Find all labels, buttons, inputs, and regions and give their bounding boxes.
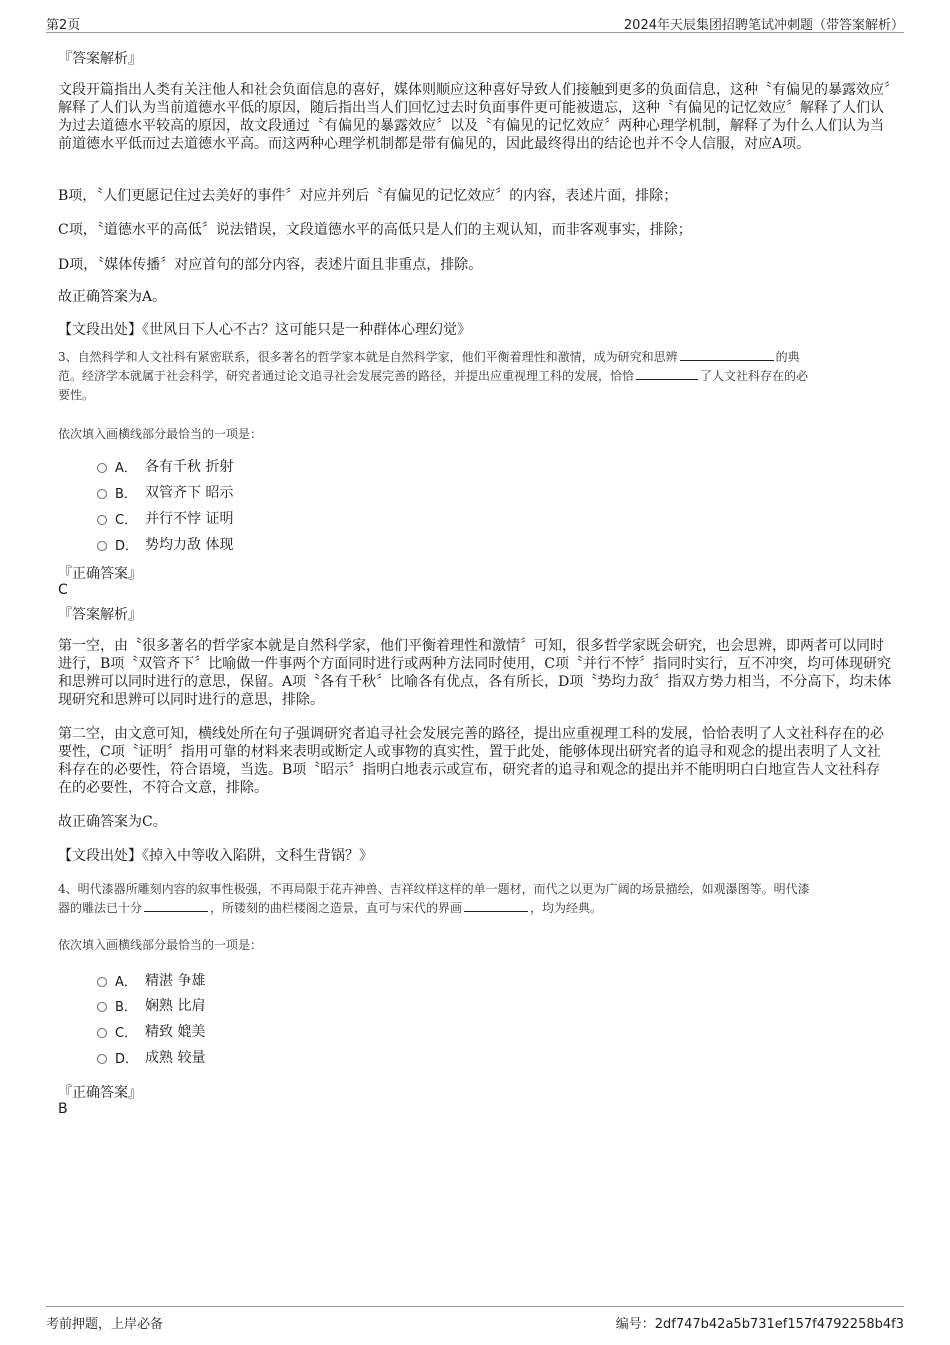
radio-icon[interactable] xyxy=(97,463,107,473)
q3-stem-line-1: 3、自然科学和人文社科有紧密联系，很多著名的哲学家本就是自然科学家，他们平衡着理性和激情，成为研究和思辨 的典 xyxy=(58,350,800,364)
q3-analysis-paragraph-2: 第二空，由文意可知，横线处所在句子强调研究者追寻社会发展完善的路径，提出应重视理工科的发展，恰恰表明了人文社科存在的必要性，C项〝证明〞指用可靠的材料来表明或断定人或事物的真实性，置于此处，能够体现出研究者的追寻和观念的提出表明了人文社科存在的必要性，符合语境，当选。B项〝昭示〞指明白地表示或宣布，研究者的追寻和观念的提出并不能明明白白地宣告人文社科存在的必要性，不符合文意，排除。 xyxy=(58,726,884,796)
q4-option-b[interactable]: B． 娴熟 比肩 xyxy=(97,995,205,1015)
q4-answer: B xyxy=(58,1101,68,1117)
q3-option-a[interactable]: A． 各有千秋 折射 xyxy=(97,456,233,476)
q2-analysis-paragraph-4: D项，〝媒体传播〞对应首句的部分内容，表述片面且非重点，排除。 xyxy=(58,257,483,273)
q4-blank-2 xyxy=(464,899,528,912)
q3-option-d[interactable]: D． 势均力敌 体现 xyxy=(97,534,233,554)
q3-option-b[interactable]: B． 双管齐下 昭示 xyxy=(97,482,233,502)
radio-icon[interactable] xyxy=(97,977,107,987)
q4-option-a[interactable]: A． 精湛 争雄 xyxy=(97,970,205,990)
q3-stem xyxy=(58,348,898,405)
document-title: 2024年天辰集团招聘笔试冲刺题（带答案解析） xyxy=(623,18,904,33)
radio-icon[interactable] xyxy=(97,1054,107,1064)
radio-icon[interactable] xyxy=(97,1002,107,1012)
q2-analysis-paragraph-1: 文段开篇指出人类有关注他人和社会负面信息的喜好，媒体则顺应这种喜好导致人们接触到更多的负面信息，这种〝有偏见的暴露效应〞解释了人们认为当前道德水平低的原因，随后指出当人们回忆过去时负面事件更可能被遗忘，这种〝有偏见的记忆效应〞解释了人们认为过去道德水平较高的原因，故文段通过〝有偏见的暴露效应〞以及〝有偏见的记忆效应〞两种心理学机制，解释了为什么人们认为当前道德水平低而过去道德水平高。而这两种心理学机制都是带有偏见的，因此最终得出的结论也并不令人信服，对应A项。 xyxy=(58,82,891,152)
q3-analysis-paragraph-1: 第一空，由〝很多著名的哲学家本就是自然科学家，他们平衡着理性和激情〞可知，很多哲学家既会研究，也会思辨，即两者可以同时进行，B项〝双管齐下〞比喻做一件事两个方面同时进行或两种方法同时使用，C项〝并行不悖〞指同时实行，互不冲突，均可体现研究和思辨可以同时进行的意思，保留。A项〝各有千秋〞比喻各有优点，各有所长，D项〝势均力敌〞指双方势力相当，不分高下，均未体现研究和思辨可以同时进行的意思，排除。 xyxy=(58,638,892,708)
q3-blank-1 xyxy=(680,348,774,361)
q3-option-c[interactable]: C． 并行不悖 证明 xyxy=(97,508,233,528)
q4-option-c[interactable]: C． 精致 媲美 xyxy=(97,1021,205,1041)
q3-conclusion: 故正确答案为C。 xyxy=(58,814,167,830)
radio-icon[interactable] xyxy=(97,541,107,551)
q3-stem-line-2: 范。经济学本就属于社会科学，研究者通过论文追寻社会发展完善的路径，并提出应重视理工科的发展，恰恰 了人文社科存在的必 xyxy=(58,369,809,383)
footer-code: 编号：2df747b42a5b731ef157f4792258b4f3 xyxy=(615,1317,904,1332)
q4-stem-line-2: 器的雕法已十分 ，所镂刻的曲栏楼阁之造景，直可与宋代的界画 ，均为经典。 xyxy=(58,901,603,915)
page-number: 第2页 xyxy=(46,18,81,33)
q4-answer-tag: 『正确答案』 xyxy=(58,1085,142,1101)
radio-icon[interactable] xyxy=(97,489,107,499)
radio-icon[interactable] xyxy=(97,1028,107,1038)
q4-option-d[interactable]: D． 成熟 较量 xyxy=(97,1047,205,1067)
q4-stem xyxy=(58,880,898,918)
q3-blank-2 xyxy=(636,367,698,380)
q2-analysis-paragraph-2: B项，〝人们更愿记住过去美好的事件〞对应并列后〝有偏见的记忆效应〞的内容，表述片面，排除； xyxy=(58,188,678,204)
q3-source: 【文段出处】《掉入中等收入陷阱，文科生背锅？》 xyxy=(58,848,373,864)
q2-analysis-tag: 『答案解析』 xyxy=(58,51,142,67)
q4-prompt: 依次填入画横线部分最恰当的一项是： xyxy=(58,938,263,952)
q2-conclusion: 故正确答案为A。 xyxy=(58,289,167,305)
q3-prompt: 依次填入画横线部分最恰当的一项是： xyxy=(58,427,263,441)
radio-icon[interactable] xyxy=(97,515,107,525)
q3-answer-tag: 『正确答案』 xyxy=(58,566,142,582)
q4-stem-line-1: 4、明代漆器所雕刻内容的叙事性极强，不再局限于花卉神兽、吉祥纹样这样的单一题材，而代之以更为广阔的场景描绘，如观瀑图等。明代漆 xyxy=(58,882,810,896)
page-footer xyxy=(46,1306,904,1332)
page-header xyxy=(46,14,904,33)
footer-slogan: 考前押题，上岸必备 xyxy=(46,1317,164,1332)
q2-analysis-paragraph-3: C项，〝道德水平的高低〞说法错误，文段道德水平的高低只是人们的主观认知，而非客观事实，排除； xyxy=(58,222,692,238)
q3-analysis-tag: 『答案解析』 xyxy=(58,607,142,623)
q3-answer: C xyxy=(58,582,68,598)
q3-stem-line-3: 要性。 xyxy=(58,388,95,402)
q2-source: 【文段出处】《世风日下人心不古？这可能只是一种群体心理幻觉》 xyxy=(58,322,471,338)
q4-blank-1 xyxy=(144,899,208,912)
